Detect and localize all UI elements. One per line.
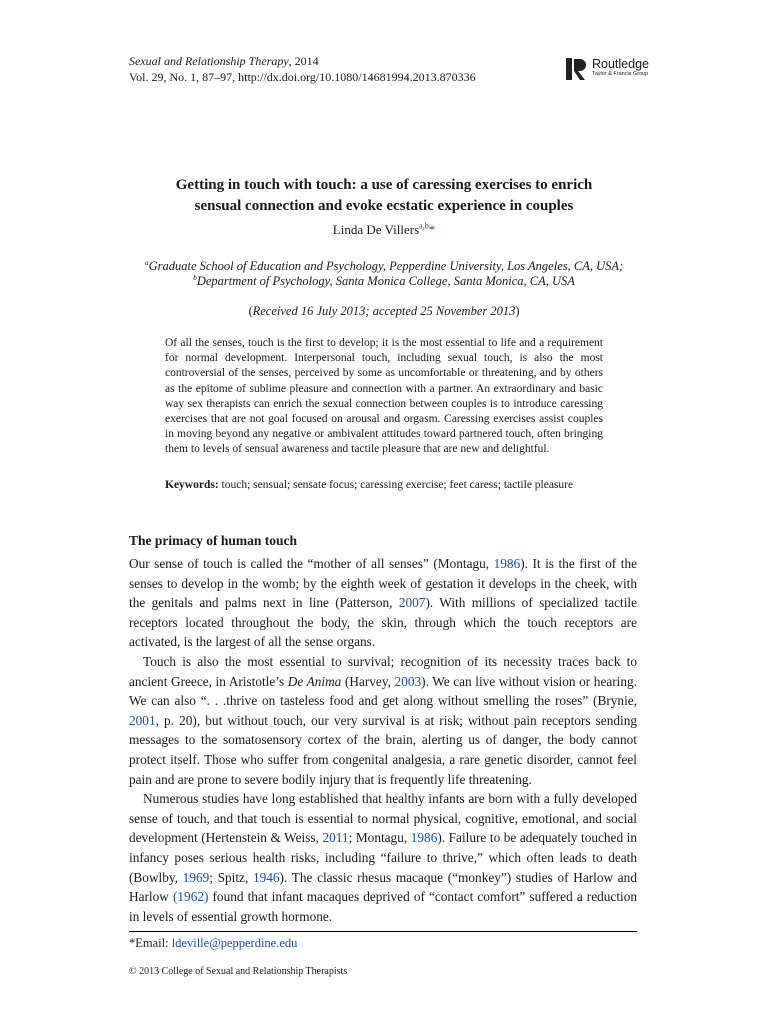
italic-title: De Anima (287, 673, 342, 689)
citation-link[interactable]: 2007 (398, 595, 426, 611)
article-title (100, 175, 668, 217)
volume-doi-line: Vol. 29, No. 1, 87–97, http://dx.doi.org/10.1080/14681994.2013.870336 (129, 70, 476, 84)
journal-header (129, 53, 476, 85)
author-line (100, 221, 668, 239)
title-line: Getting in touch with touch: a use of caressing exercises to enrich (175, 177, 593, 193)
journal-name: Sexual and Relationship Therapy (129, 54, 289, 68)
text-run: ). We can live without vision or hearing. We can also “. . .thrive on tasteless food and get along without smelling the roses” (Brynie, (129, 673, 637, 709)
citation-link[interactable]: 1986 (493, 556, 521, 571)
text-run: ). The classic rhesus macaque (“monkey”) studies of Harlow and Harlow (129, 869, 637, 905)
publisher-name: Routledge (592, 57, 649, 71)
routledge-logo-icon (566, 58, 588, 80)
text-run: ; Spitz, (209, 869, 253, 885)
publisher-subname: Taylor & Francis Group (592, 71, 649, 77)
title-line: sensual connection and evoke ecstatic experience in couples (194, 198, 574, 214)
paragraph (129, 652, 637, 789)
text-run: ). Failure to be adequately touched in infancy poses serious health risks, including “failure to thrive,” which often leads to death (Bowlby, (129, 830, 638, 885)
text-run: Touch is also the most essential to survival; recognition of its necessity traces back to ancient Greece, in Aristotle’s (129, 653, 637, 689)
citation-link[interactable]: 1986 (410, 830, 438, 846)
affiliation-b-mark: b (193, 272, 197, 282)
citation-link[interactable]: (1962) (172, 889, 209, 905)
citation-link[interactable]: 1946 (252, 869, 280, 885)
affiliation-b: Department of Psychology, Santa Monica College, Santa Monica, CA, USA (196, 274, 575, 288)
journal-year: , 2014 (288, 54, 319, 68)
text-run: , p. 20), but without touch, our very survival is at risk; without pain receptors sending messages to the somatosensory cortex of the brain, alerting us of danger, the body cannot protect itself. Those who suffer from congenital analgesia, a rare genetic disorder, cannot feel pain and are prone to severe bodily injury that is frequently life threatening. (129, 712, 637, 787)
citation-link[interactable]: 2001 (129, 712, 156, 728)
corresponding-author-mark[interactable]: * (428, 222, 436, 237)
citation-link[interactable]: 2003 (394, 673, 422, 689)
affiliation-a-mark: a (144, 257, 149, 267)
paragraph (129, 554, 637, 652)
publisher-logo (566, 58, 649, 80)
text-run: ). It is the first of the senses to develop in the womb; by the eighth week of gestation it develops in the cheek, with the genitals and palms next in line (Patterson, (129, 556, 637, 611)
copyright-notice: © 2013 College of Sexual and Relationship Therapists (129, 966, 348, 977)
affiliations (100, 259, 668, 289)
paragraph (129, 789, 637, 926)
abstract: Of all the senses, touch is the first to develop; it is the most essential to life and a requirement for normal development. Interpersonal touch, including sexual touch, is also the most controversial of the senses, perceived by some as uncomfortable or threatening, and by others as the epitome of sublime pleasure and connection with a partner. An extraordinary and basic way sex therapists can enrich the sexual connection between couples is to introduce caressing exercises that are not goal focused on arousal and orgasm. Caressing exercises assist couples in moving beyond any negative or ambivalent attitudes toward partnered touch, often bringing them to levels of sensual awareness and tactile pleasure that are new and delightful. (165, 337, 603, 456)
text-run: ). With millions of specialized tactile receptors located throughout the body, the skin, through which the touch receptors are activated, is the largest of all the sense organs. (129, 595, 638, 650)
author-affiliation-marks[interactable]: a,b (419, 221, 429, 231)
section-heading: The primacy of human touch (129, 533, 298, 548)
text-run: ; Montagu, (348, 830, 411, 846)
author-name: Linda De Villers (332, 222, 420, 237)
body-text (129, 554, 637, 926)
citation-link[interactable]: 1969 (182, 869, 210, 885)
keywords-text: touch; sensual; sensate focus; caressing exercise; feet caress; tactile pleasure (218, 479, 574, 491)
text-run: (Harvey, (341, 673, 395, 689)
text-run: found that infant macaques deprived of “contact comfort” suffered a reduction in levels of essential growth hormone. (129, 889, 638, 924)
text-run: Numerous studies have long established that healthy infants are born with a fully developed sense of touch, and that touch is essential to normal physical, cognitive, emotional, and social development (Hertenstein & Weiss, (129, 791, 637, 846)
keywords-label: Keywords: (165, 479, 219, 491)
footnote-divider (129, 931, 637, 932)
paren: ( (248, 304, 253, 318)
footnote-email (129, 935, 297, 951)
received-dates (100, 303, 668, 319)
email-label: *Email: (129, 936, 172, 950)
text-run: Our sense of touch is called the “mother of all senses” (Montagu, (129, 556, 494, 571)
affiliation-a: Graduate School of Education and Psychology, Pepperdine University, Los Angeles, CA, USA; (148, 259, 624, 273)
citation-link[interactable]: 2011 (322, 830, 349, 846)
paren: ) (515, 304, 520, 318)
received-text: Received 16 July 2013; accepted 25 November 2013 (252, 304, 516, 318)
keywords (165, 478, 603, 493)
email-link[interactable]: ldeville@pepperdine.edu (171, 936, 298, 950)
